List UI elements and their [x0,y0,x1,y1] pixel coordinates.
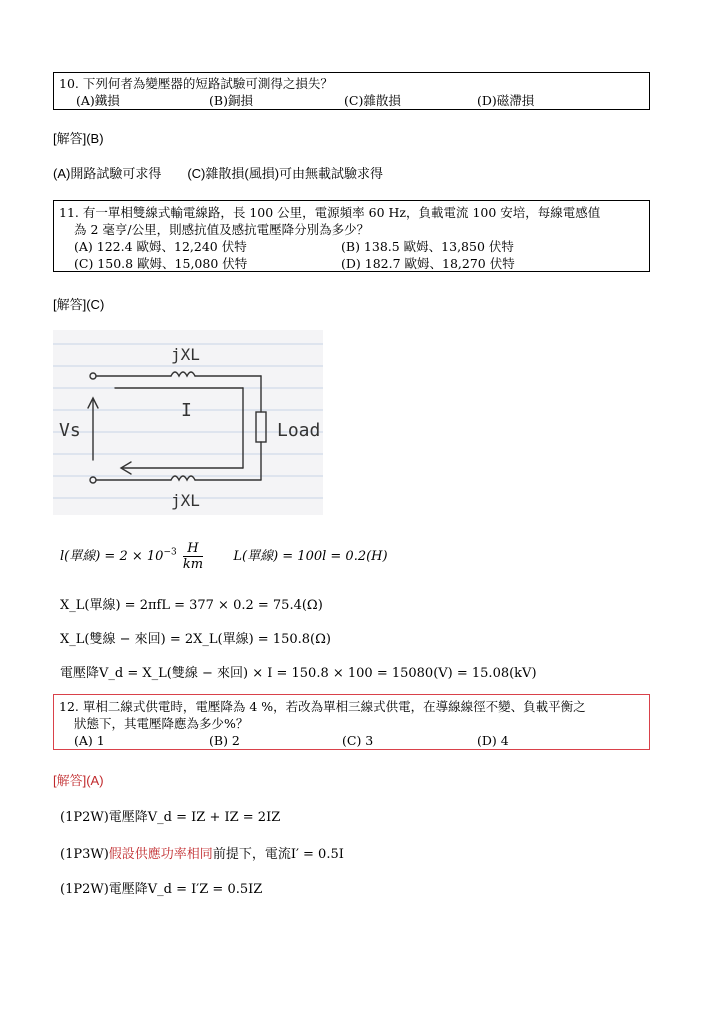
question-10-box [53,72,650,110]
eq1-exponent: −3 [163,547,177,558]
equation-12-3: (1P2W)電壓降V_d = I′Z = 0.5IZ [60,882,263,897]
eq1-left: l(單線) = 2 × 10 [60,549,164,564]
question-12-line1: 12. 單相二線式供電時，電壓降為 4 %，若改為單相三線式供電，在導線線徑不變、負載平衡之 [59,699,586,714]
question-11-line2: 為 2 毫亨/公里，則感抗值及感抗電壓降分別為多少？ [74,222,370,237]
answer-11: [解答](C) [53,297,105,312]
q12-option-b: (B) 2 [209,733,240,748]
equation-12-1: (1P2W)電壓降V_d = IZ + IZ = 2IZ [60,810,281,825]
label-bottom-reactance: jXL [171,491,200,510]
eq1-denominator: km [182,557,204,572]
circuit-diagram [53,330,323,515]
equation-11-2: X_L(單線) = 2πfL = 377 × 0.2 = 75.4(Ω) [60,598,323,613]
eq2-suffix: 前提下，電流I′ = 0.5I [212,847,344,862]
question-11-line1: 11. 有一單相雙線式輸電線路，長 100 公里，電源頻率 60 Hz，負載電流 100 安培，每線電感值 [59,205,601,220]
eq2-prefix: (1P3W) [60,847,109,862]
q10-option-c: (C)雜散損 [344,93,401,108]
equation-11-3: X_L(雙線 − 來回) = 2X_L(單線) = 150.8(Ω) [60,632,331,647]
q10-option-d: (D)磁滯損 [477,93,535,108]
equation-11-1 [60,541,388,572]
label-current: I [181,400,192,421]
label-top-reactance: jXL [171,345,200,364]
q10-option-b: (B)銅損 [209,93,253,108]
q11-option-a: (A) 122.4 歐姆、12,240 伏特 [74,239,247,254]
q11-option-b: (B) 138.5 歐姆、13,850 伏特 [341,239,514,254]
q11-option-d: (D) 182.7 歐姆、18,270 伏特 [341,256,515,271]
circuit-sketch [53,330,323,515]
eq2-highlight: 假設供應功率相同 [108,847,213,862]
answer-12: [解答](A) [53,773,104,788]
label-load: Load [277,420,321,441]
question-12-line2: 狀態下，其電壓降應為多少%？ [74,716,249,731]
q12-option-a: (A) 1 [74,733,105,748]
answer-10: [解答](B) [53,131,104,146]
q10-option-a: (A)鐵損 [76,93,120,108]
question-12-box [53,694,650,750]
question-10-text: 10. 下列何者為變壓器的短路試驗可測得之損失？ [59,76,333,91]
q12-option-c: (C) 3 [342,733,374,748]
label-source: Vs [59,420,81,441]
eq1-fraction [183,541,203,572]
eq1-numerator: H [183,541,203,557]
q11-option-c: (C) 150.8 歐姆、15,080 伏特 [74,256,248,271]
equation-11-4: 電壓降V_d = X_L(雙線 − 來回) × I = 150.8 × 100 = 15080(V) = 15.08(kV) [60,666,537,681]
equation-12-2 [60,843,344,862]
eq1-right: L(單線) = 100l = 0.2(H) [233,549,388,564]
question-11-box [53,200,650,272]
answer-10-note: (A)開路試驗可求得 (C)雜散損(風損)可由無載試驗求得 [53,166,384,181]
q12-option-d: (D) 4 [477,733,509,748]
